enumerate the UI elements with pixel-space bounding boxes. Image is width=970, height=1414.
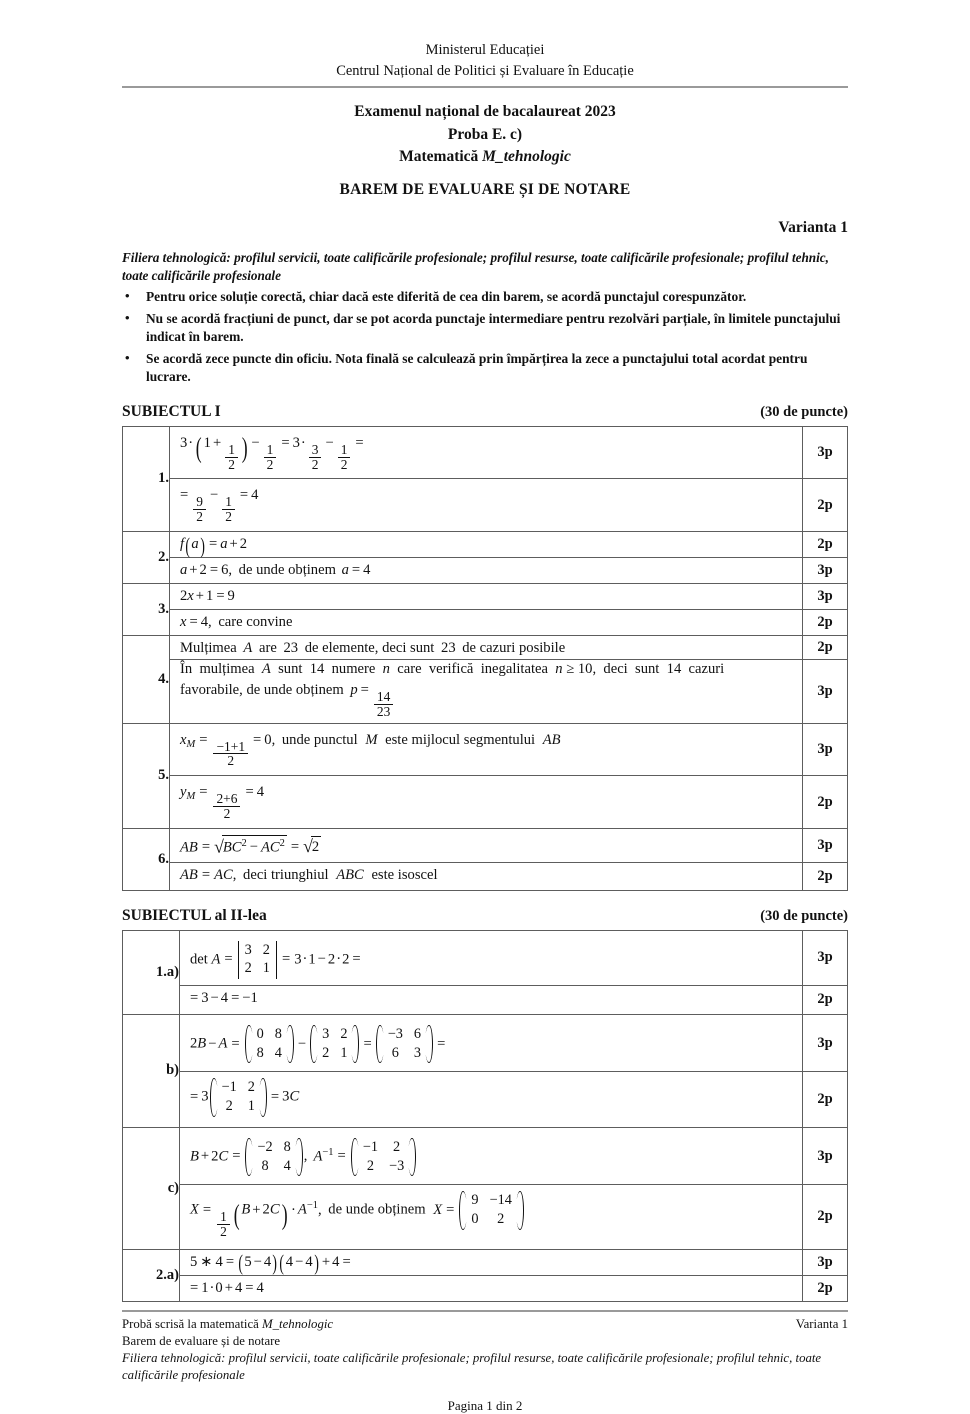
ministry-line-2: Centrul Național de Politici și Evaluare în Educație [122, 61, 848, 82]
subject-2-table [122, 930, 848, 1302]
row-number: 5. [123, 723, 170, 828]
footer-left [122, 1316, 333, 1333]
math-expression: 5 ∗ 4 = (5 − 4) (4 − 4) + 4 = [180, 1250, 802, 1275]
row-points: 2p [803, 776, 848, 829]
table-row [123, 610, 848, 636]
math-expression: 2B − A = 0 8 8 4 − 3 2 2 1 = −3 6 6 3 = [180, 1015, 802, 1071]
row-content [170, 479, 803, 532]
row-number: 2. [123, 532, 170, 584]
page-content [122, 0, 848, 1414]
matrix-a: 3 2 2 1 [310, 1025, 359, 1063]
row-points: 2p [803, 1072, 848, 1127]
row-content [170, 659, 803, 723]
instruction-item [122, 350, 848, 387]
footer-subject-code: M_tehnologic [262, 1317, 333, 1331]
row-points: 3p [803, 1127, 848, 1184]
instruction-text: Pentru orice soluție corectă, chiar dacă este diferită de cea din barem, se acordă punctajul corespunzător. [146, 289, 746, 304]
table-row [123, 776, 848, 829]
table-row [123, 1275, 848, 1301]
table-row [123, 479, 848, 532]
row-number: 2.a) [123, 1249, 180, 1301]
matrix-c: −1 2 2 1 [210, 1078, 267, 1116]
exam-title: Examenul național de bacalaureat 2023 [122, 101, 848, 123]
subject-1-title: SUBIECTUL I [122, 403, 221, 421]
exam-proba: Proba E. c) [122, 124, 848, 146]
footer-varianta: Varianta 1 [796, 1316, 848, 1333]
table-row [123, 584, 848, 610]
row-content [170, 610, 803, 636]
instruction-text: Nu se acordă fracțiuni de punct, dar se pot acorda punctaje intermediare pentru rezolvări parțiale, în limitele punctajului indicat în barem. [146, 311, 840, 345]
matrix-2b: 0 8 8 4 [245, 1025, 294, 1063]
math-expression: Mulțimea A are 23 de elemente, deci sunt 23 de cazuri posibile [170, 636, 802, 659]
row-points: 2p [803, 1185, 848, 1249]
math-expression: 3·( 1 + $\frac{1}{2}$ ) − $\frac{1}{2}$ = 3· $\frac{3}{2}$ − $\frac{1}{2}$ = [170, 427, 802, 479]
math-expression: det A = 3 2 2 1 = 3·1 − 2·2 = [180, 931, 802, 985]
row-content [170, 723, 803, 776]
footer-divider [122, 1310, 848, 1312]
footer-left-prefix: Probă scrisă la matematică [122, 1317, 262, 1331]
row-content [180, 985, 803, 1014]
footer-filiera-line: Filiera tehnologică: profilul servicii, toate calificările profesionale; profilul resurse, toate calificările profesionale; profilul tehnic, toate calificările profesionale [122, 1350, 848, 1385]
row-number: 6. [123, 828, 170, 890]
math-expression: AB = $√BC^2 - AC^2 = √2$ [170, 829, 802, 862]
exam-title-block [122, 101, 848, 168]
table-row [123, 1014, 848, 1071]
row-points: 3p [803, 426, 848, 479]
math-expression: = 3 −1 2 2 1 = 3C [180, 1072, 802, 1126]
subject-2-title: SUBIECTUL al II-lea [122, 907, 267, 925]
table-row [123, 930, 848, 985]
exam-subject [122, 146, 848, 168]
row-content [180, 1072, 803, 1127]
table-row [123, 828, 848, 862]
footer-barem-line: Barem de evaluare și de notare [122, 1333, 848, 1350]
math-expression: 2x + 1 = 9 [170, 584, 802, 609]
subject-1-points: (30 de puncte) [760, 404, 848, 421]
table-row [123, 1185, 848, 1249]
row-number: 1. [123, 426, 170, 531]
math-expression: B + 2C = −2 8 8 4 , $A^{-1}$ = −1 2 2 −3 [180, 1128, 802, 1184]
barem-title: BAREM DE EVALUARE ȘI DE NOTARE [122, 181, 848, 199]
row-points: 3p [803, 584, 848, 610]
row-content [180, 1275, 803, 1301]
row-content [170, 862, 803, 890]
row-points: 2p [803, 985, 848, 1014]
row-points: 3p [803, 723, 848, 776]
row-content [170, 584, 803, 610]
matrix-x: 9 −14 0 2 [459, 1191, 524, 1229]
row-points: 2p [803, 479, 848, 532]
row-points: 2p [803, 1275, 848, 1301]
matrix-a-inverse: −1 2 2 −3 [351, 1138, 416, 1176]
math-expression: AB = AC, deci triunghiul ABC este isoscel [170, 863, 802, 890]
math-expression: = 3 − 4 = −1 [180, 986, 802, 1014]
instruction-text: Se acordă zece puncte din oficiu. Nota finală se calculează prin împărțirea la zece a punctajului total acordat pentru lucrare. [146, 351, 807, 385]
table-row [123, 636, 848, 660]
row-number: 4. [123, 636, 170, 724]
row-points: 2p [803, 636, 848, 660]
math-expression: În mulțimea A sunt 14 numere n care verifică inegalitatea n ≥ 10, deci sunt 14 cazuri [170, 660, 802, 679]
table-row [123, 862, 848, 890]
subject-2-heading [122, 907, 848, 925]
subject-prefix: Matematică [399, 148, 482, 165]
bullet-icon: • [125, 287, 130, 305]
subject-1-table [122, 426, 848, 891]
instruction-item [122, 310, 848, 347]
row-number: b) [123, 1014, 180, 1127]
math-expression: = 1·0 + 4 = 4 [180, 1276, 802, 1301]
row-content [180, 1127, 803, 1184]
filiera-note: Filiera tehnologică: profilul servicii, toate calificările profesionale; profilul resurse, toate calificările profesionale; profilul tehnic, toate calificările profesionale [122, 249, 848, 285]
table-row [123, 426, 848, 479]
row-points: 2p [803, 610, 848, 636]
row-content [170, 776, 803, 829]
row-content [170, 558, 803, 584]
math-expression: $y_M$ = $\frac{2+6}{2}$ = 4 [170, 776, 802, 828]
math-expression: favorabile, de unde obținem p = $\frac{14}{23}$ [170, 679, 802, 723]
row-points: 3p [803, 1014, 848, 1071]
table-row [123, 659, 848, 723]
subject-2-points: (30 de puncte) [760, 908, 848, 925]
row-points: 2p [803, 532, 848, 558]
row-points: 3p [803, 828, 848, 862]
table-row [123, 1072, 848, 1127]
math-expression: x = 4, care convine [170, 610, 802, 635]
row-number: c) [123, 1127, 180, 1249]
math-expression: f(a) = a + 2 [170, 532, 802, 557]
instruction-list [122, 288, 848, 387]
matrix-diff: −3 6 6 3 [376, 1025, 433, 1063]
row-content [180, 930, 803, 985]
row-points: 3p [803, 930, 848, 985]
row-number: 3. [123, 584, 170, 636]
row-content [170, 828, 803, 862]
header-divider [122, 86, 848, 88]
row-content [170, 636, 803, 660]
math-expression: = $\frac{9}{2}$ − $\frac{1}{2}$ = 4 [170, 479, 802, 531]
table-row [123, 723, 848, 776]
math-expression: $x_M$ = $\frac{-1+1}{2}$ = 0, unde punctul M este mijlocul segmentului AB [170, 724, 802, 776]
row-points: 3p [803, 1249, 848, 1275]
row-content [170, 532, 803, 558]
instruction-item [122, 288, 848, 307]
footer-top-row [122, 1316, 848, 1333]
subject-1-heading [122, 403, 848, 421]
table-row [123, 1127, 848, 1184]
page-footer [122, 1316, 848, 1414]
table-row [123, 985, 848, 1014]
matrix-b2c: −2 8 8 4 [245, 1138, 302, 1176]
row-content [180, 1014, 803, 1071]
row-points: 3p [803, 659, 848, 723]
row-content [170, 426, 803, 479]
subject-code: M_tehnologic [482, 148, 571, 165]
math-expression: X = $\frac{1}{2}$ ( $B + 2C) \cdot A^{-1}$, de unde obținem X = 9 −14 0 2 [180, 1185, 802, 1248]
bullet-icon: • [125, 349, 130, 367]
bullet-icon: • [125, 309, 130, 327]
row-content [180, 1185, 803, 1249]
row-points: 2p [803, 862, 848, 890]
table-row [123, 532, 848, 558]
row-points: 3p [803, 558, 848, 584]
ministry-line-1: Ministerul Educației [122, 40, 848, 61]
determinant-matrix: 3 2 2 1 [238, 941, 277, 979]
varianta-label: Varianta 1 [122, 219, 848, 237]
math-expression: a + 2 = 6, de unde obținem a = 4 [170, 558, 802, 583]
page-number: Pagina 1 din 2 [122, 1397, 848, 1414]
table-row [123, 558, 848, 584]
ministry-header [122, 0, 848, 82]
row-number: 1.a) [123, 930, 180, 1014]
